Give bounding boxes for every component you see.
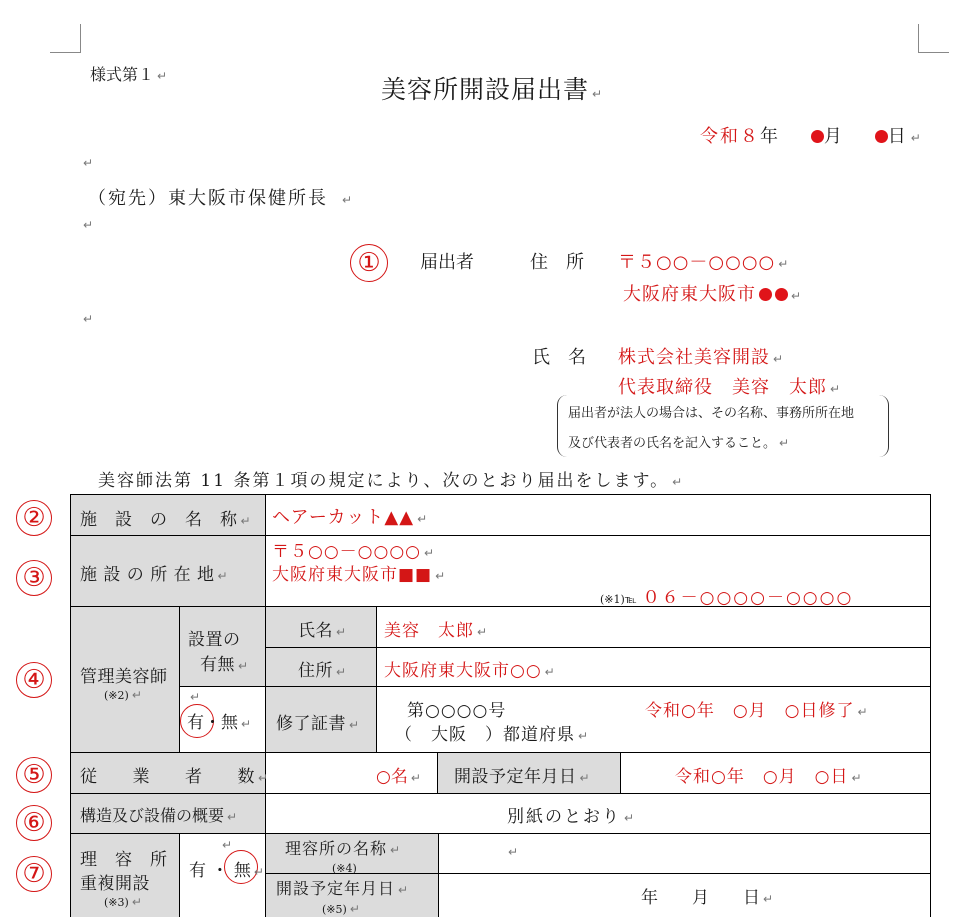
manager-name: 美容 太郎 ↵ bbox=[384, 621, 489, 641]
addressee: （宛先）東大阪市保健所長 ↵ bbox=[88, 188, 355, 209]
manager-note: (※2) ↵ bbox=[104, 688, 142, 702]
empty-paragraph: ↵ bbox=[83, 218, 94, 232]
corner-mark-left bbox=[50, 24, 81, 53]
telephone: (※1)℡ ０６－○○○○－○○○○ bbox=[600, 588, 854, 608]
empty-paragraph: ↵ bbox=[222, 838, 233, 852]
applicant-company: 株式会社美容開設 ↵ bbox=[618, 347, 785, 368]
barber-name-label: 理容所の名称 ↵ bbox=[285, 839, 402, 858]
facility-name-label: 施 設 の 名 称 ↵ bbox=[80, 510, 252, 530]
style-number: 様式第１ ↵ bbox=[90, 65, 168, 84]
statement: 美容師法第 11 条第１項の規定により、次のとおり届出をします。 ↵ bbox=[98, 471, 685, 491]
dup-note: (※3) ↵ bbox=[104, 895, 142, 909]
facility-name-value: ヘアーカット▲▲ ↵ bbox=[272, 507, 429, 528]
cert-number: 第○○○○号 bbox=[407, 701, 507, 721]
cert-prefecture: （ 大阪 ）都道府県 ↵ bbox=[395, 725, 590, 745]
marker-7: ⑦ bbox=[16, 856, 52, 892]
address-label: 住所 ↵ bbox=[298, 661, 347, 681]
open-date-value: 令和○年 ○月 ○日 ↵ bbox=[675, 767, 863, 787]
marker-5: ⑤ bbox=[16, 757, 52, 793]
applicant-note-line2: 及び代表者の氏名を記入すること。 ↵ bbox=[568, 436, 790, 451]
marker-3: ③ bbox=[16, 560, 52, 596]
applicant-representative: 代表取締役 美容 太郎 ↵ bbox=[618, 377, 842, 398]
cert-label: 修了証書 ↵ bbox=[276, 714, 360, 734]
marker-1: ① bbox=[350, 244, 388, 282]
marker-6: ⑥ bbox=[16, 805, 52, 841]
corner-mark-right bbox=[918, 24, 949, 53]
location-address: 大阪府東大阪市■■ ↵ bbox=[272, 565, 447, 585]
employees-value: ○名 ↵ bbox=[376, 767, 421, 787]
open-date-label: 開設予定年月日 ↵ bbox=[454, 767, 591, 787]
marker-2: ② bbox=[16, 500, 52, 536]
manager-address: 大阪府東大阪市○○ ↵ bbox=[384, 661, 556, 681]
applicant-address: 大阪府東大阪市 ↵ bbox=[623, 284, 803, 305]
placement-label-line2: 有無 ↵ bbox=[200, 655, 249, 675]
dup-open-note: (※5) ↵ bbox=[322, 902, 360, 916]
structure-value: 別紙のとおり ↵ bbox=[507, 807, 637, 827]
location-label: 施 設 の 所 在 地 ↵ bbox=[80, 565, 229, 585]
address-placeholder-dot bbox=[759, 288, 772, 301]
cert-date: 令和○年 ○月 ○日修了 ↵ bbox=[645, 701, 869, 721]
placement-label-line1: 設置の bbox=[188, 630, 241, 650]
empty-paragraph: ↵ bbox=[190, 690, 201, 704]
day-placeholder-dot bbox=[875, 130, 888, 143]
month-placeholder-dot bbox=[811, 130, 824, 143]
applicant-address-label: 住 所 bbox=[530, 252, 584, 273]
location-postal: 〒５○○－○○○○ ↵ bbox=[272, 542, 436, 562]
structure-label: 構造及び設備の概要 ↵ bbox=[80, 806, 238, 825]
dup-open-value: 年 月 日 ↵ bbox=[641, 888, 774, 908]
barber-name-value: ↵ bbox=[508, 845, 519, 859]
address-placeholder-dot bbox=[775, 288, 788, 301]
dup-label-line2: 重複開設 bbox=[80, 874, 150, 894]
placement-choice[interactable]: 有・無 ↵ bbox=[187, 713, 252, 733]
dup-label-line1: 理 容 所 bbox=[80, 850, 168, 870]
applicant-name-label: 氏 名 bbox=[532, 347, 586, 368]
applicant-note-line1: 届出者が法人の場合は、その名称、事務所所在地 bbox=[568, 406, 855, 421]
dup-choice[interactable]: 有 ・ 無 ↵ bbox=[189, 861, 264, 881]
applicant-role-label: 届出者 bbox=[420, 252, 474, 273]
manager-label: 管理美容師 bbox=[80, 667, 168, 687]
dup-open-label: 開設予定年月日 ↵ bbox=[276, 879, 410, 898]
name-label: 氏名 ↵ bbox=[298, 621, 347, 641]
barber-name-note: (※4) bbox=[332, 862, 357, 875]
page-title: 美容所開設届出書 ↵ bbox=[381, 75, 604, 104]
empty-paragraph: ↵ bbox=[83, 156, 94, 170]
applicant-postal: 〒５○○－○○○○ ↵ bbox=[618, 252, 790, 273]
filing-date: 令和８年 月 日 ↵ bbox=[700, 126, 923, 147]
marker-4: ④ bbox=[16, 662, 52, 698]
empty-paragraph: ↵ bbox=[83, 312, 94, 326]
employees-label: 従 業 者 数 ↵ bbox=[80, 767, 269, 787]
